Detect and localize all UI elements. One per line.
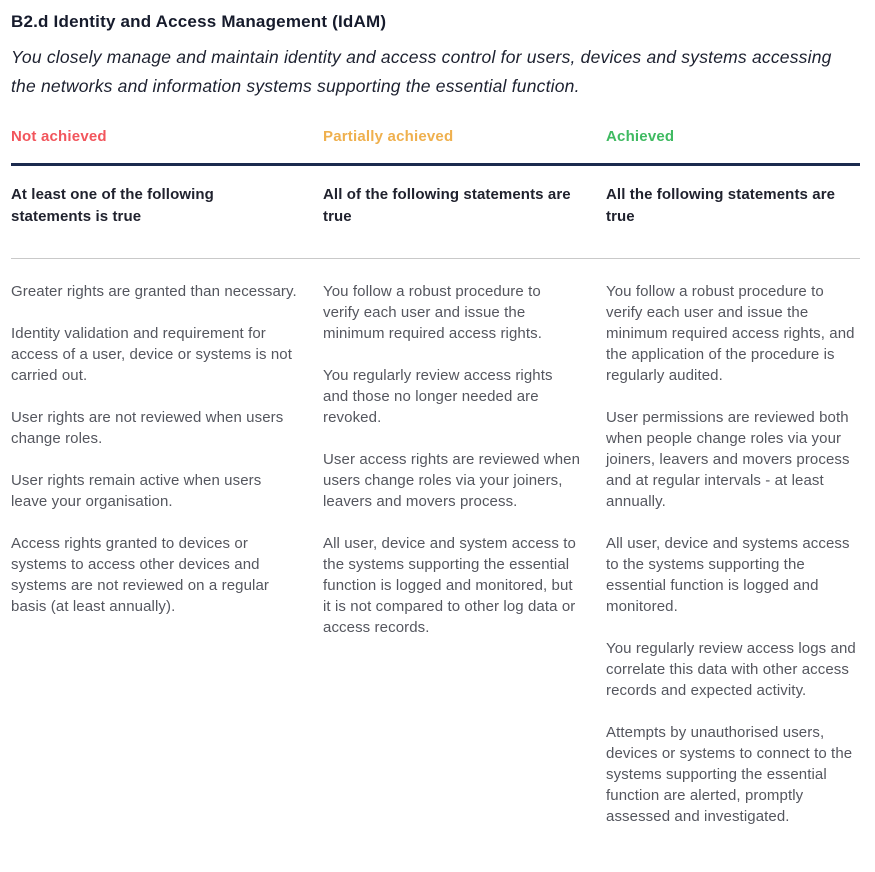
statements-partially-achieved <box>323 281 581 848</box>
statement: You regularly review access rights and those no longer needed are revoked. <box>323 367 553 426</box>
statements-achieved <box>606 281 860 848</box>
statement: User rights are not reviewed when users change roles. <box>11 409 284 447</box>
statement: All user, device and system access to the systems supporting the essential function is logged and monitored, but it is not compared to other log data or access records. <box>323 535 576 636</box>
body-divider-rule <box>11 258 860 259</box>
statement: User access rights are reviewed when users change roles via your joiners, leavers and movers process. <box>323 451 581 510</box>
statement: Access rights granted to devices or systems to access other devices and systems are not reviewed on a regular basis (at least annually). <box>11 535 269 615</box>
statement: You follow a robust procedure to verify each user and issue the minimum required access rights. <box>323 283 543 342</box>
header-divider-rule <box>11 163 860 166</box>
column-header-achieved: Achieved <box>606 128 675 145</box>
condition-heading-achieved: All the following statements are true <box>606 186 836 225</box>
statement: Greater rights are granted than necessary. <box>11 283 297 300</box>
condition-heading-partially-achieved: All of the following statements are true <box>323 186 571 225</box>
statement: User permissions are reviewed both when people change roles via your joiners, leavers and movers process and at regular intervals - at least annually. <box>606 409 850 510</box>
statement: Attempts by unauthorised users, devices or systems to connect to the systems supporting the essential function are alerted, promptly assessed and investigated. <box>606 724 853 825</box>
statement: User rights remain active when users leave your organisation. <box>11 472 262 510</box>
statements-not-achieved <box>11 281 298 848</box>
column-header-not-achieved: Not achieved <box>11 128 107 145</box>
statement: All user, device and systems access to the systems supporting the essential function is logged and monitored. <box>606 535 850 615</box>
page-subtitle: You closely manage and maintain identity and access control for users, devices and systems accessing the networks and information systems supporting the essential function. <box>11 47 832 96</box>
condition-heading-not-achieved: At least one of the following statements is true <box>11 186 214 225</box>
column-header-partially-achieved: Partially achieved <box>323 128 454 145</box>
statement: Identity validation and requirement for access of a user, device or systems is not carried out. <box>11 325 292 384</box>
statement: You follow a robust procedure to verify each user and issue the minimum required access rights, and the application of the procedure is regularly audited. <box>606 283 855 384</box>
page-title: B2.d Identity and Access Management (IdAM) <box>11 12 387 31</box>
achievement-matrix <box>11 127 860 848</box>
statement: You regularly review access logs and correlate this data with other access records and expected activity. <box>606 640 856 699</box>
